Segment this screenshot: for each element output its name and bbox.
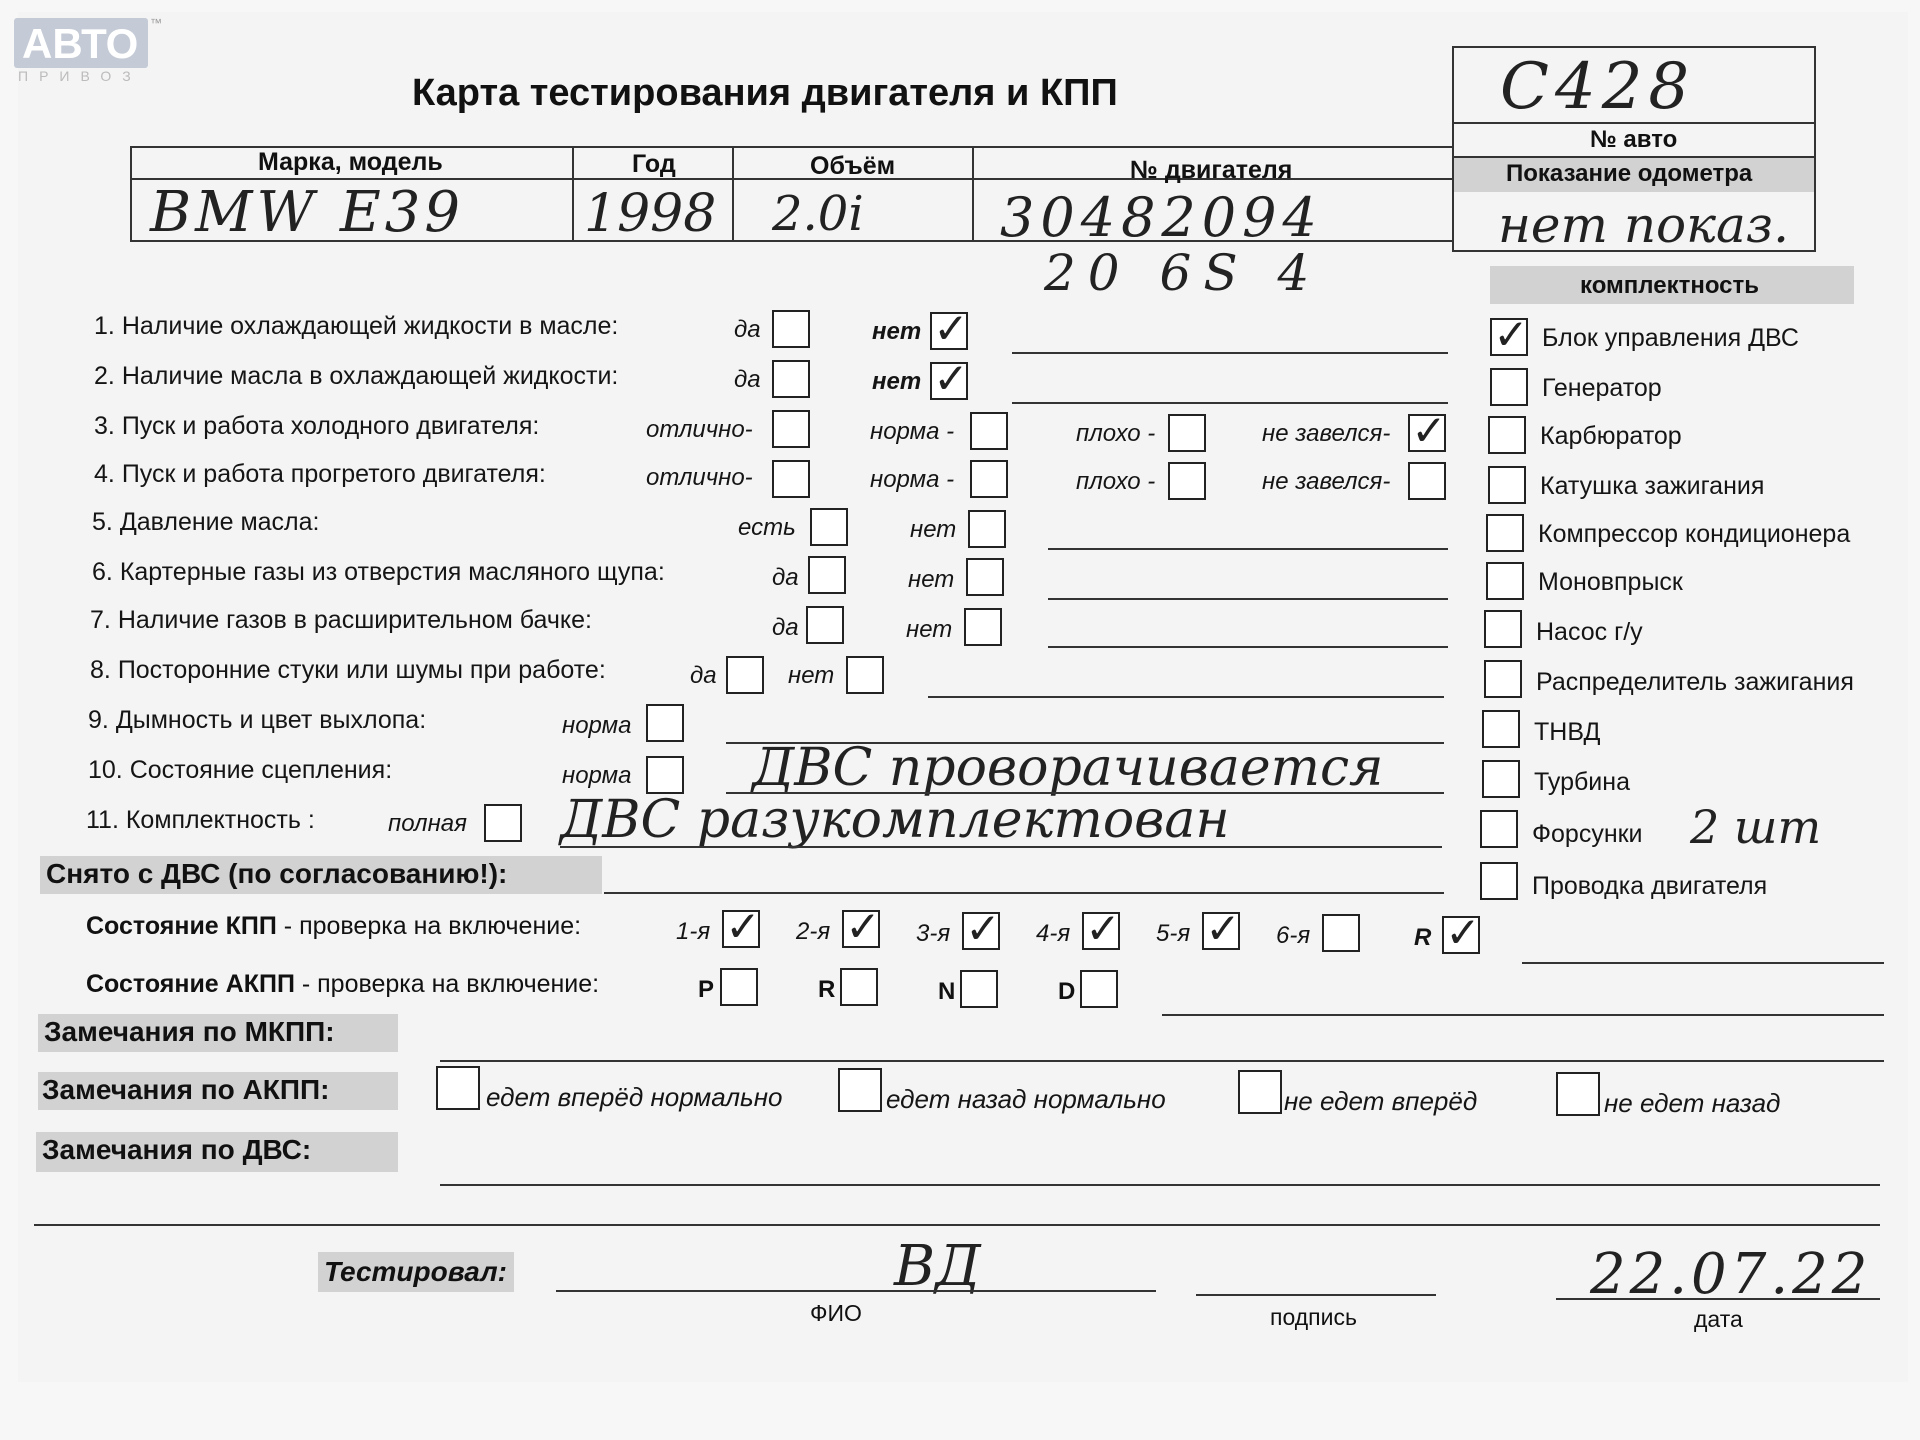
comp-item: ТНВД: [1534, 718, 1601, 746]
col-header-volume: Объём: [810, 152, 896, 180]
akpp-option: едет назад нормально: [886, 1084, 1166, 1114]
date-caption: дата: [1694, 1306, 1743, 1332]
akpp-no-backward-checkbox[interactable]: [1556, 1072, 1600, 1116]
col-header-engine-no: № двигателя: [1130, 156, 1293, 184]
gear-label: 4-я: [1036, 920, 1071, 947]
check-7: 7. Наличие газов в расширительном бачке:: [90, 606, 592, 634]
checkbox-4-normal[interactable]: [970, 460, 1008, 498]
akpp-pos-label: D: [1058, 978, 1076, 1005]
check-11: 11. Комплектность :: [86, 806, 315, 834]
opt-yes: да: [690, 662, 717, 689]
model-value: BMW E39: [150, 180, 464, 245]
remarks-mkpp-label: Замечания по МКПП:: [44, 1016, 335, 1047]
check-9: 9. Дымность и цвет выхлопа:: [88, 706, 427, 734]
checkbox-5-no[interactable]: [968, 510, 1006, 548]
check-3: 3. Пуск и работа холодного двигателя:: [94, 412, 540, 440]
answer-line: [1012, 352, 1448, 354]
check-mark-icon: ✓: [965, 904, 1001, 953]
checkbox-1-yes[interactable]: [772, 310, 810, 348]
opt-not-started: не завелся-: [1262, 420, 1391, 447]
check-mark-icon: ✓: [845, 902, 881, 951]
answer-line: [1048, 598, 1448, 600]
check-mark-icon: ✓: [725, 902, 761, 951]
tested-by-label: Тестировал:: [324, 1256, 507, 1287]
check-mark-icon: ✓: [1205, 904, 1241, 953]
akpp-no-forward-checkbox[interactable]: [1238, 1070, 1282, 1114]
checkbox-6-yes[interactable]: [808, 556, 846, 594]
completeness-header: комплектность: [1580, 272, 1760, 299]
comp-checkbox-6[interactable]: [1486, 562, 1524, 600]
akpp-p-checkbox[interactable]: [720, 968, 758, 1006]
opt-no: нет: [872, 318, 922, 345]
remarks-dvs-label: Замечания по ДВС:: [42, 1134, 312, 1165]
akpp-forward-ok-checkbox[interactable]: [436, 1066, 480, 1110]
comp-checkbox-4[interactable]: [1488, 466, 1526, 504]
opt-bad: плохо -: [1076, 420, 1156, 447]
opt-norm: норма: [562, 712, 632, 739]
gear-5-checkbox[interactable]: [1202, 904, 1241, 953]
check-1: 1. Наличие охлаждающей жидкости в масле:: [94, 312, 619, 340]
gear-label: 2-я: [796, 918, 831, 945]
comp-checkbox-9[interactable]: [1482, 710, 1520, 748]
comp-item: Компрессор кондиционера: [1538, 520, 1851, 548]
remarks-akpp-label: Замечания по АКПП:: [42, 1074, 330, 1105]
answer-line: [1012, 402, 1448, 404]
answer-line: [1048, 646, 1448, 648]
akpp-label: Состояние АКПП - проверка на включение:: [86, 970, 600, 998]
comp-checkbox-2[interactable]: [1490, 368, 1528, 406]
logo-text: АВТО: [22, 20, 139, 67]
gear-3-checkbox[interactable]: [962, 904, 1001, 953]
checkbox-4-excellent[interactable]: [772, 460, 810, 498]
check-5: 5. Давление масла:: [92, 508, 320, 536]
gear-label: 3-я: [916, 920, 951, 947]
opt-no: нет: [872, 368, 922, 395]
page-title: Карта тестирования двигателя и КПП: [412, 72, 1118, 114]
opt-excellent: отлично-: [646, 464, 753, 491]
gear-1-checkbox[interactable]: [722, 902, 761, 951]
opt-no: нет: [910, 516, 957, 543]
comp-checkbox-5[interactable]: [1486, 514, 1524, 552]
opt-normal: норма -: [870, 418, 955, 445]
checkbox-6-no[interactable]: [966, 558, 1004, 596]
akpp-backward-ok-checkbox[interactable]: [838, 1068, 882, 1112]
divider: [1452, 156, 1816, 158]
comp-item: Катушка зажигания: [1540, 472, 1765, 500]
divider: [1452, 122, 1816, 124]
answer-line: [928, 696, 1444, 698]
injectors-qty: 2 шт: [1690, 800, 1822, 854]
logo: [14, 18, 148, 68]
check-2: 2. Наличие масла в охлаждающей жидкости:: [94, 362, 619, 390]
comp-checkbox-7[interactable]: [1484, 610, 1522, 648]
date-value: 22.07.22: [1590, 1242, 1872, 1307]
answer-line: [440, 1060, 1884, 1062]
checkbox-4-not-started[interactable]: [1408, 462, 1446, 500]
checkbox-4-bad[interactable]: [1168, 462, 1206, 500]
checkbox-1-no[interactable]: [930, 304, 969, 353]
signature-fio: ВД: [894, 1234, 981, 1299]
opt-yes: да: [734, 366, 761, 393]
answer-line: [440, 1184, 1880, 1186]
akpp-r-checkbox[interactable]: [840, 968, 878, 1006]
fio-line: [556, 1290, 1156, 1292]
checkbox-3-normal[interactable]: [970, 412, 1008, 450]
comp-item: Проводка двигателя: [1532, 872, 1768, 900]
opt-no: нет: [908, 566, 955, 593]
checkbox-8-yes[interactable]: [726, 656, 764, 694]
checkbox-7-yes[interactable]: [806, 606, 844, 644]
gear-label: 5-я: [1156, 920, 1191, 947]
answer-line: [34, 1224, 1880, 1226]
answer-line: [1162, 1014, 1884, 1016]
check-4: 4. Пуск и работа прогретого двигателя:: [94, 460, 546, 488]
checkbox-2-no[interactable]: [930, 354, 969, 403]
akpp-option: едет вперёд нормально: [486, 1082, 783, 1112]
check-mark-icon: ✓: [1085, 904, 1121, 953]
opt-no: нет: [906, 616, 953, 643]
odometer-value: нет показ.: [1498, 196, 1789, 254]
comp-item: Моновпрыск: [1538, 568, 1683, 596]
opt-full: полная: [388, 810, 467, 837]
answer-line: [1522, 962, 1884, 964]
volume-value: 2.0i: [772, 186, 864, 242]
signature-caption: подпись: [1270, 1304, 1357, 1330]
clutch-note: ДВС проворачивается: [752, 738, 1384, 798]
answer-line: [560, 846, 1442, 848]
checkbox-3-not-started[interactable]: [1408, 406, 1447, 455]
col-divider: [732, 146, 734, 242]
fio-caption: ФИО: [810, 1300, 862, 1326]
comp-item: Генератор: [1542, 374, 1662, 402]
akpp-pos-label: N: [938, 978, 956, 1005]
gear-6-checkbox[interactable]: [1322, 914, 1360, 952]
opt-yes: да: [734, 316, 761, 343]
check-6: 6. Картерные газы из отверстия масляного щупа:: [92, 558, 665, 586]
check-mark-icon: ✓: [1411, 406, 1447, 455]
comp-item: Насос г/у: [1536, 618, 1643, 646]
akpp-option: не едет вперёд: [1284, 1086, 1478, 1116]
opt-present: есть: [738, 514, 796, 541]
gear-r-checkbox[interactable]: [1442, 908, 1481, 957]
comp-checkbox-8[interactable]: [1484, 660, 1522, 698]
opt-no: нет: [788, 662, 835, 689]
checkbox-8-no[interactable]: [846, 656, 884, 694]
odometer-label: Показание одометра: [1506, 160, 1753, 187]
gear-label: 6-я: [1276, 922, 1311, 949]
checkbox-3-excellent[interactable]: [772, 410, 810, 448]
gear-label: 1-я: [676, 918, 711, 945]
checkbox-7-no[interactable]: [964, 608, 1002, 646]
logo-tm: ™: [150, 16, 162, 30]
col-divider: [572, 146, 574, 242]
checkbox-5-present[interactable]: [810, 508, 848, 546]
check-mark-icon: ✓: [933, 304, 969, 353]
engine-no-value: 30482094: [1000, 186, 1323, 249]
gear-label: R: [1414, 924, 1432, 951]
check-10: 10. Состояние сцепления:: [88, 756, 393, 784]
comp-item: Турбина: [1534, 768, 1630, 796]
opt-excellent: отлично-: [646, 416, 753, 443]
checkbox-9-norm[interactable]: [646, 704, 684, 742]
comp-item: Распределитель зажигания: [1536, 668, 1854, 696]
answer-line: [1048, 548, 1448, 550]
comp-checkbox-3[interactable]: [1488, 416, 1526, 454]
opt-normal: норма -: [870, 466, 955, 493]
checkbox-3-bad[interactable]: [1168, 414, 1206, 452]
auto-number-label: № авто: [1590, 126, 1678, 153]
checkbox-10-norm[interactable]: [646, 756, 684, 794]
answer-line: [604, 892, 1444, 894]
col-divider: [972, 146, 974, 242]
comp-checkbox-11[interactable]: [1480, 810, 1518, 848]
checkbox-2-yes[interactable]: [772, 360, 810, 398]
akpp-d-checkbox[interactable]: [1080, 970, 1118, 1008]
kpp-label: Состояние КПП - проверка на включение:: [86, 912, 582, 940]
engine-no-extra: 20 6S 4: [1044, 244, 1322, 302]
opt-yes: да: [772, 564, 799, 591]
checkbox-11-full[interactable]: [484, 804, 522, 842]
col-header-model: Марка, модель: [258, 148, 443, 176]
gear-2-checkbox[interactable]: [842, 902, 881, 951]
comp-checkbox-12[interactable]: [1480, 862, 1518, 900]
date-line: [1556, 1298, 1880, 1300]
comp-checkbox-10[interactable]: [1482, 760, 1520, 798]
comp-item: Блок управления ДВС: [1542, 324, 1799, 352]
removed-label: Снято с ДВС (по согласованию!):: [46, 858, 508, 889]
check-mark-icon: ✓: [1445, 908, 1481, 957]
gear-4-checkbox[interactable]: [1082, 904, 1121, 953]
check-mark-icon: ✓: [1493, 310, 1529, 359]
comp-item: Карбюратор: [1540, 422, 1682, 450]
akpp-pos-label: R: [818, 976, 836, 1003]
logo-subtext: ПРИВОЗ: [18, 68, 142, 84]
check-8: 8. Посторонние стуки или шумы при работе:: [90, 656, 606, 684]
akpp-option: не едет назад: [1604, 1088, 1781, 1118]
col-header-year: Год: [632, 150, 676, 178]
comp-checkbox-1[interactable]: [1490, 310, 1529, 359]
opt-norm: норма: [562, 762, 632, 789]
akpp-n-checkbox[interactable]: [960, 970, 998, 1008]
opt-yes: да: [772, 614, 799, 641]
signature-line: [1196, 1294, 1436, 1296]
opt-not-started: не завелся-: [1262, 468, 1391, 495]
check-mark-icon: ✓: [933, 354, 969, 403]
comp-item: Форсунки: [1532, 820, 1643, 848]
completeness-note: ДВС разукомплектован: [560, 790, 1230, 850]
auto-number-value: С428: [1500, 50, 1696, 124]
year-value: 1998: [584, 184, 717, 244]
akpp-pos-label: P: [698, 976, 715, 1003]
opt-bad: плохо -: [1076, 468, 1156, 495]
